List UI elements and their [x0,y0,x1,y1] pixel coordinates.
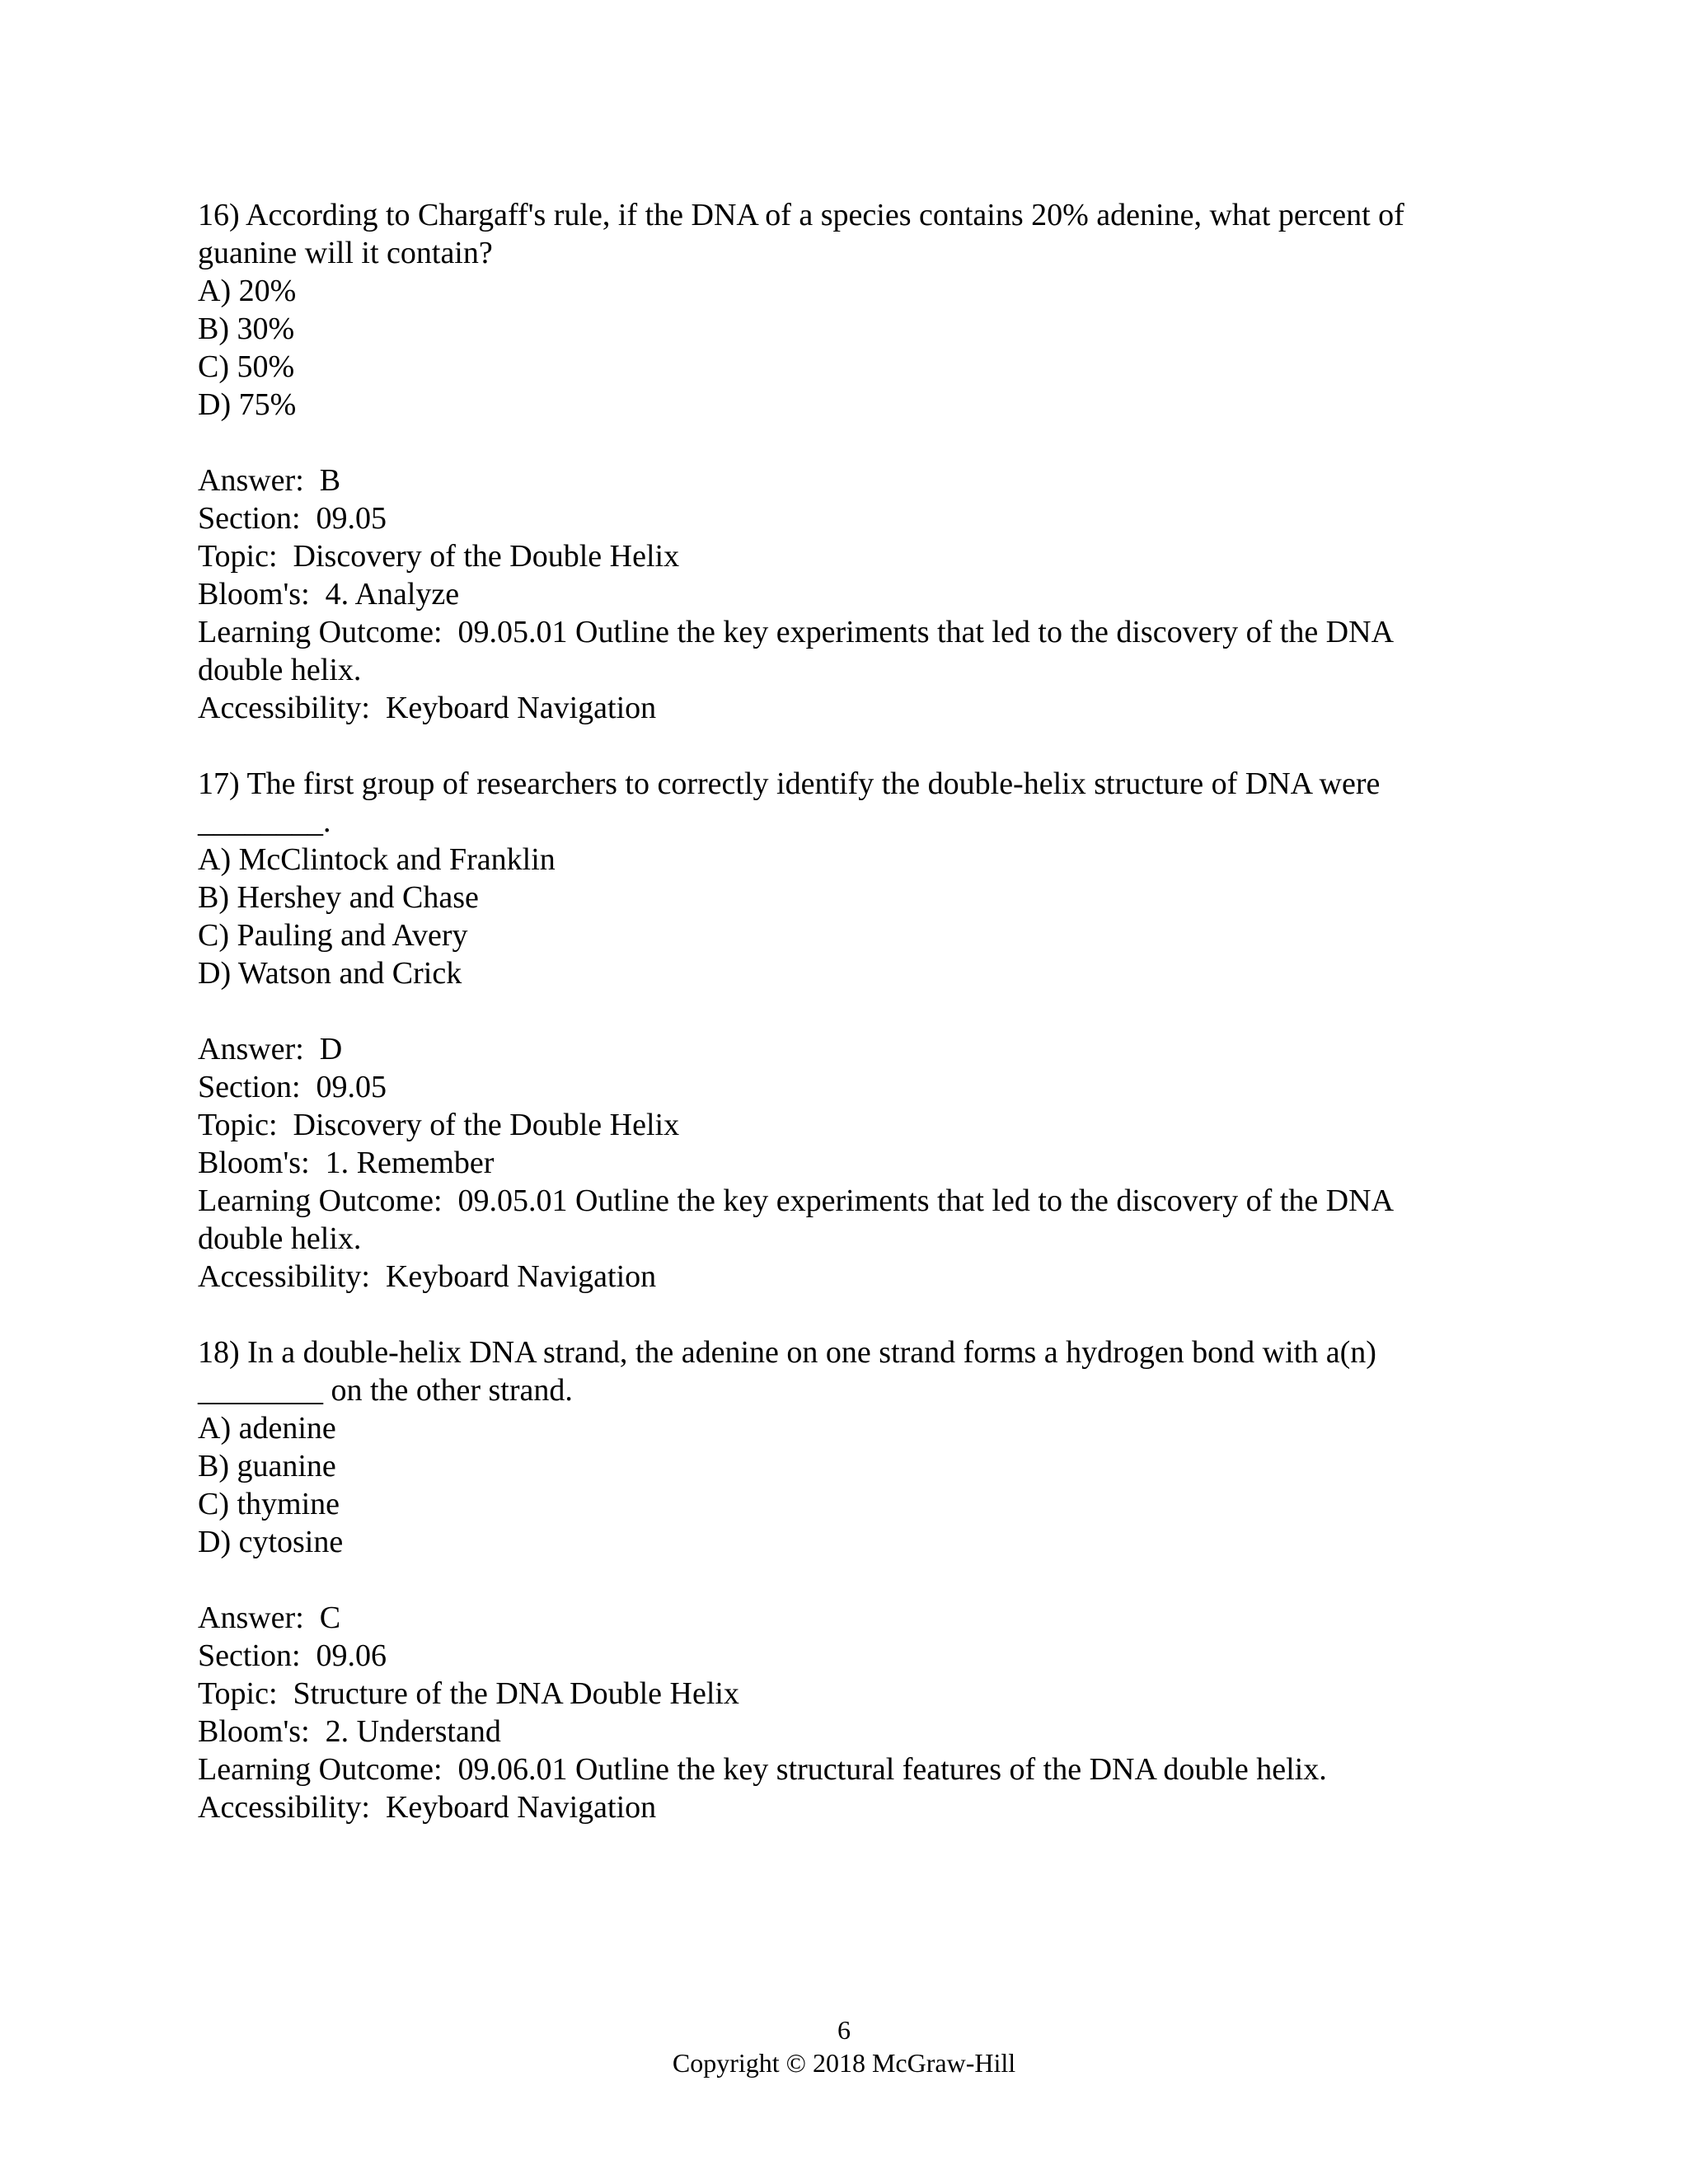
answer-option: D) 75% [198,387,297,422]
answer-option: B) 30% [198,312,295,346]
question-stem-line: ________ on the other strand. [198,1373,573,1408]
section-label: Section: 09.05 [198,501,387,536]
answer-key: Answer: C [198,1601,341,1635]
answer-option: D) Watson and Crick [198,956,462,991]
blooms-label: Bloom's: 2. Understand [198,1714,501,1749]
answer-option: A) McClintock and Franklin [198,842,556,877]
answer-option: C) Pauling and Avery [198,918,468,953]
page-number: 6 [837,2015,851,2045]
question-18 [198,1333,1517,1826]
topic-label: Topic: Discovery of the Double Helix [198,1108,680,1142]
learning-outcome-line: double helix. [198,1221,362,1256]
question-stem-line: guanine will it contain? [198,236,493,270]
topic-label: Topic: Discovery of the Double Helix [198,539,680,574]
question-16 [198,196,1517,727]
blooms-label: Bloom's: 4. Analyze [198,577,460,612]
accessibility-label: Accessibility: Keyboard Navigation [198,1790,657,1825]
accessibility-label: Accessibility: Keyboard Navigation [198,1259,657,1294]
answer-option: C) 50% [198,349,295,384]
section-label: Section: 09.05 [198,1070,387,1104]
question-17 [198,765,1517,1296]
topic-label: Topic: Structure of the DNA Double Helix [198,1676,739,1711]
learning-outcome-line: Learning Outcome: 09.06.01 Outline the key structural features of the DNA double helix. [198,1752,1327,1787]
answer-key: Answer: D [198,1032,343,1066]
answer-option: B) Hershey and Chase [198,880,479,915]
answer-option: C) thymine [198,1487,340,1521]
answer-option: B) guanine [198,1449,336,1483]
answer-option: D) cytosine [198,1525,344,1559]
question-stem-line: ________. [198,804,331,839]
answer-key: Answer: B [198,463,341,498]
section-label: Section: 09.06 [198,1638,387,1673]
learning-outcome-line: Learning Outcome: 09.05.01 Outline the key experiments that led to the discovery of the DNA [198,615,1395,649]
answer-option: A) adenine [198,1411,336,1446]
document-body [198,196,1517,1826]
accessibility-label: Accessibility: Keyboard Navigation [198,691,657,725]
question-stem-line: 17) The first group of researchers to correctly identify the double-helix structure of DNA were [198,766,1381,801]
learning-outcome-line: Learning Outcome: 09.05.01 Outline the key experiments that led to the discovery of the DNA [198,1183,1395,1218]
question-stem-line: 16) According to Chargaff's rule, if the DNA of a species contains 20% adenine, what percent of [198,198,1404,232]
learning-outcome-line: double helix. [198,653,362,687]
copyright-notice: Copyright © 2018 McGraw-Hill [672,2048,1016,2078]
answer-option: A) 20% [198,274,297,308]
question-stem-line: 18) In a double-helix DNA strand, the adenine on one strand forms a hydrogen bond with a(n) [198,1335,1376,1370]
blooms-label: Bloom's: 1. Remember [198,1146,495,1180]
